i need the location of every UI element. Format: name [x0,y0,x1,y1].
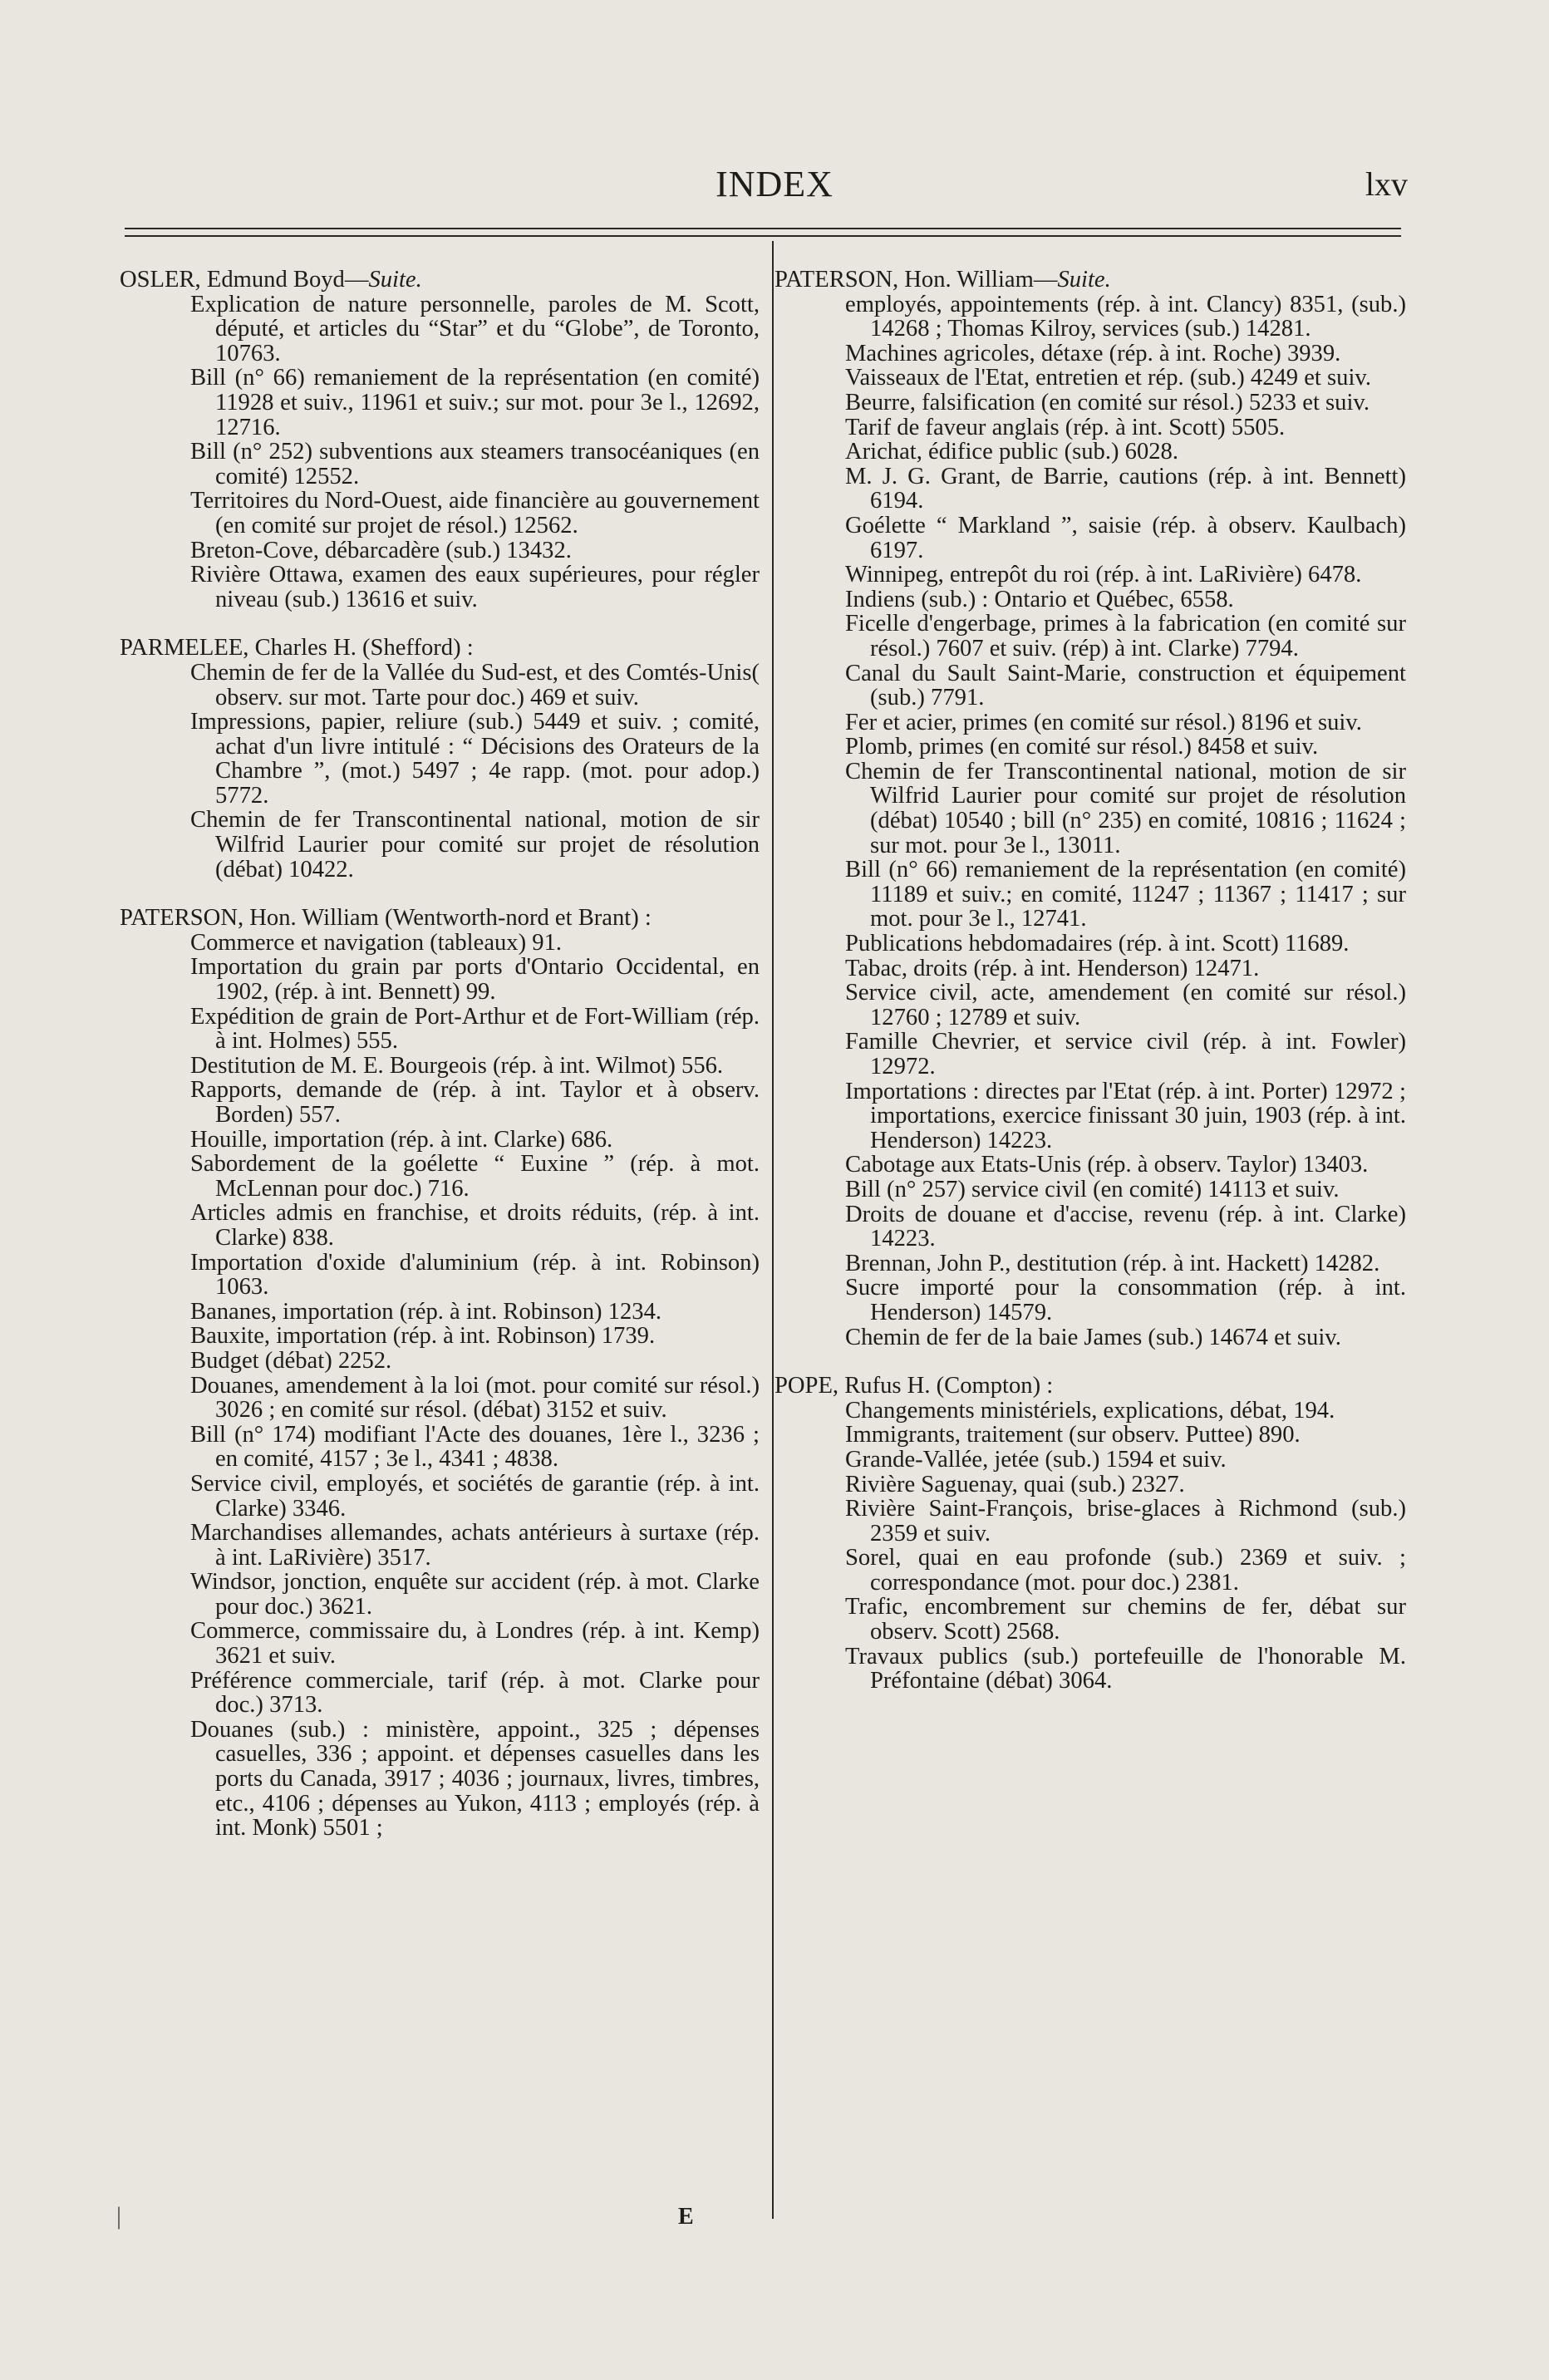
entry-subitem: Droits de douane et d'accise, revenu (rép. à int. Clarke) 14223. [845,1201,1406,1252]
index-entry [120,906,760,1841]
entry-subitem: Bananes, importation (rép. à int. Robinson) 1234. [190,1298,662,1325]
index-entry [120,268,760,612]
entry-subitem: Winnipeg, entrepôt du roi (rép. à int. LaRivière) 6478. [845,562,1362,588]
entry-subitem: Ficelle d'engerbage, primes à la fabrication (en comité sur résol.) 7607 et suiv. (rép) à int. Clarke) 7794. [845,611,1406,661]
entry-subitem: Travaux publics (sub.) portefeuille de l'honorable M. Préfontaine (débat) 3064. [845,1643,1406,1694]
entry-heading-text: POPE, Rufus H. (Compton) : [774,1373,1054,1399]
entry-subitem: Budget (débat) 2252. [190,1347,392,1374]
entry-subitem: Brennan, John P., destitution (rép. à int. Hackett) 14282. [845,1250,1380,1276]
header-rule-bottom [125,235,1401,237]
column-divider [772,241,774,2219]
right-column [774,268,1406,1718]
entry-subitem: Plomb, primes (en comité sur résol.) 8458 et suiv. [845,734,1319,760]
entry-subitem: Grande-Vallée, jetée (sub.) 1594 et suiv. [845,1446,1227,1473]
entry-subitem: Sabordement de la goélette “ Euxine ” (rép. à mot. McLennan pour doc.) 716. [190,1151,760,1202]
entry-subitem: Commerce, commissaire du, à Londres (rép. à int. Kemp) 3621 et suiv. [190,1618,760,1669]
entry-suite-label: Suite. [1057,267,1111,293]
entry-subitem: Machines agricoles, détaxe (rép. à int. Roche) 3939. [845,340,1341,366]
entry-subitem: Breton-Cove, débarcadère (sub.) 13432. [190,537,572,563]
index-entry [774,1374,1406,1694]
entry-subitem: Marchandises allemandes, achats antérieurs à surtaxe (rép. à int. LaRivière) 3517. [190,1520,760,1571]
entry-subitem: Rivière Ottawa, examen des eaux supérieures, pour régler niveau (sub.) 13616 et suiv. [190,562,760,612]
entry-subitem: Service civil, acte, amendement (en comité sur résol.) 12760 ; 12789 et suiv. [845,980,1406,1030]
entry-subitem: Importation du grain par ports d'Ontario Occidental, en 1902, (rép. à int. Bennett) 99. [190,954,760,1006]
entry-heading-text: PATERSON, Hon. William— [774,267,1058,293]
page-number: lxv [1365,165,1408,203]
entry-subitem: Rivière Saguenay, quai (sub.) 2327. [845,1471,1185,1497]
entry-subitem: Importation d'oxide d'aluminium (rép. à int. Robinson) 1063. [190,1249,760,1301]
entry-subitem: Chemin de fer de la baie James (sub.) 14674 et suiv. [845,1324,1341,1350]
entry-subitem: Explication de nature personnelle, paroles de M. Scott, député, et articles du “Star” et du “Globe”, de Toronto, 10763. [190,291,760,366]
header-rule-top [125,228,1401,229]
entry-subitem: Importations : directes par l'Etat (rép. à int. Porter) 12972 ; importations, exercice finissant 30 juin, 1903 (rép. à int. Henderson) 14223. [845,1078,1406,1153]
entry-heading [120,268,760,293]
entry-heading-text: PARMELEE, Charles H. (Shefford) : [120,635,474,661]
index-entry [774,268,1406,1350]
entry-subitem: Service civil, employés, et sociétés de garantie (rép. à int. Clarke) 3346. [190,1470,760,1522]
entry-suite-label: Suite. [368,267,422,293]
entry-subitem: M. J. G. Grant, de Barrie, cautions (rép. à int. Bennett) 6194. [845,463,1406,514]
entry-subitem: Douanes (sub.) : ministère, appoint., 325 ; dépenses casuelles, 336 ; appoint. et dépenses casuelles dans les ports du Canada, 3917 ; 4036 ; journaux, livres, timbres, etc., 4106 ; dépenses au Yukon, 4113 ; employés (rép. à int. Monk) 5501 ; [190,1716,760,1842]
entry-subitem: Arichat, édifice public (sub.) 6028. [845,439,1178,465]
entry-heading [120,636,760,661]
entry-subitem: Rapports, demande de (rép. à int. Taylor et à observ. Borden) 557. [190,1077,760,1128]
entry-subitem: Cabotage aux Etats-Unis (rép. à observ. Taylor) 13403. [845,1152,1369,1178]
margin-mark: | [116,2202,122,2230]
entry-subitem: Bill (n° 257) service civil (en comité) 14113 et suiv. [845,1176,1340,1202]
entry-subitem: Articles admis en franchise, et droits réduits, (rép. à int. Clarke) 838. [190,1200,760,1251]
entry-subitem: Bill (n° 66) remaniement de la représentation (en comité) 11928 et suiv., 11961 et suiv.; sur mot. pour 3e l., 12692, 12716. [190,365,760,440]
entry-subitem: Tabac, droits (rép. à int. Henderson) 12471. [845,955,1260,981]
entry-subitem: Préférence commerciale, tarif (rép. à mot. Clarke pour doc.) 3713. [190,1667,760,1719]
entry-subitem: Bauxite, importation (rép. à int. Robinson) 1739. [190,1323,656,1350]
entry-subitem: Immigrants, traitement (sur observ. Puttee) 890. [845,1422,1301,1448]
entry-heading-text: PATERSON, Hon. William (Wentworth-nord et Brant) : [120,905,652,932]
entry-subitem: Rivière Saint-François, brise-glaces à Richmond (sub.) 2359 et suiv. [845,1496,1406,1547]
entry-subitem: Goélette “ Markland ”, saisie (rép. à observ. Kaulbach) 6197. [845,512,1406,563]
entry-heading [774,1374,1406,1399]
entry-subitem: Fer et acier, primes (en comité sur résol.) 8196 et suiv. [845,709,1362,735]
signature-mark: E [678,2204,694,2230]
entry-subitem: Changements ministériels, explications, débat, 194. [845,1397,1335,1424]
entry-subitem: Trafic, encombrement sur chemins de fer, débat sur observ. Scott) 2568. [845,1594,1406,1645]
entry-subitem: Houille, importation (rép. à int. Clarke) 686. [190,1126,613,1153]
entry-subitem: Tarif de faveur anglais (rép. à int. Scott) 5505. [845,414,1286,440]
entry-subitem: Windsor, jonction, enquête sur accident (rép. à mot. Clarke pour doc.) 3621. [190,1569,760,1620]
entry-subitem: Publications hebdomadaires (rép. à int. Scott) 11689. [845,931,1350,957]
entry-subitem: Chemin de fer Transcontinental national, motion de sir Wilfrid Laurier pour comité sur projet de résolution (débat) 10422. [190,807,760,883]
entry-subitem: Expédition de grain de Port-Arthur et de Fort-William (rép. à int. Holmes) 555. [190,1003,760,1055]
index-entry [120,636,760,882]
entry-heading [774,268,1406,293]
entry-subitem: Chemin de fer de la Vallée du Sud-est, et des Comtés-Unis( observ. sur mot. Tarte pour doc.) 469 et suiv. [190,659,760,711]
entry-subitem: Sucre importé pour la consommation (rép. à int. Henderson) 14579. [845,1275,1406,1325]
entry-subitem: Bill (n° 252) subventions aux steamers transocéaniques (en comité) 12552. [190,439,760,489]
entry-heading-text: OSLER, Edmund Boyd— [120,267,369,293]
left-column [120,268,760,1865]
entry-subitem: Canal du Sault Saint-Marie, construction et équipement (sub.) 7791. [845,660,1406,711]
entry-subitem: Bill (n° 174) modifiant l'Acte des douanes, 1ère l., 3236 ; en comité, 4157 ; 3e l., 4341 ; 4838. [190,1421,760,1473]
entry-subitem: Impressions, papier, reliure (sub.) 5449 et suiv. ; comité, achat d'un livre intitulé : “ Décisions des Orateurs de la Chambre ”, (mot.) 5497 ; 4e rapp. (mot. pour adop.) 5772. [190,709,760,809]
page-title: INDEX [715,164,834,204]
entry-subitem: Bill (n° 66) remaniement de la représentation (en comité) 11189 et suiv.; en comité, 11247 ; 11367 ; 11417 ; sur mot. pour 3e l., 12741. [845,857,1406,932]
entry-subitem: Douanes, amendement à la loi (mot. pour comité sur résol.) 3026 ; en comité sur résol. (débat) 3152 et suiv. [190,1372,760,1424]
entry-subitem: Chemin de fer Transcontinental national, motion de sir Wilfrid Laurier pour comité sur projet de résolution (débat) 10540 ; bill (n° 235) en comité, 10816 ; 11624 ; sur mot. pour 3e l., 13011. [845,758,1406,858]
entry-subitem: Famille Chevrier, et service civil (rép. à int. Fowler) 12972. [845,1029,1406,1079]
entry-subitem: employés, appointements (rép. à int. Clancy) 8351, (sub.) 14268 ; Thomas Kilroy, services (sub.) 14281. [845,291,1406,342]
entry-subitem: Commerce et navigation (tableaux) 91. [190,929,563,956]
entry-subitem: Vaisseaux de l'Etat, entretien et rép. (sub.) 4249 et suiv. [845,365,1371,391]
entry-heading [120,906,760,931]
entry-subitem: Destitution de M. E. Bourgeois (rép. à int. Wilmot) 556. [190,1052,724,1079]
entry-subitem: Beurre, falsification (en comité sur résol.) 5233 et suiv. [845,389,1370,416]
entry-subitem: Indiens (sub.) : Ontario et Québec, 6558. [845,586,1234,612]
entry-subitem: Sorel, quai en eau profonde (sub.) 2369 et suiv. ; correspondance (mot. pour doc.) 2381. [845,1545,1406,1596]
entry-subitem: Territoires du Nord-Ouest, aide financière au gouvernement (en comité sur projet de résol.) 12562. [190,488,760,538]
